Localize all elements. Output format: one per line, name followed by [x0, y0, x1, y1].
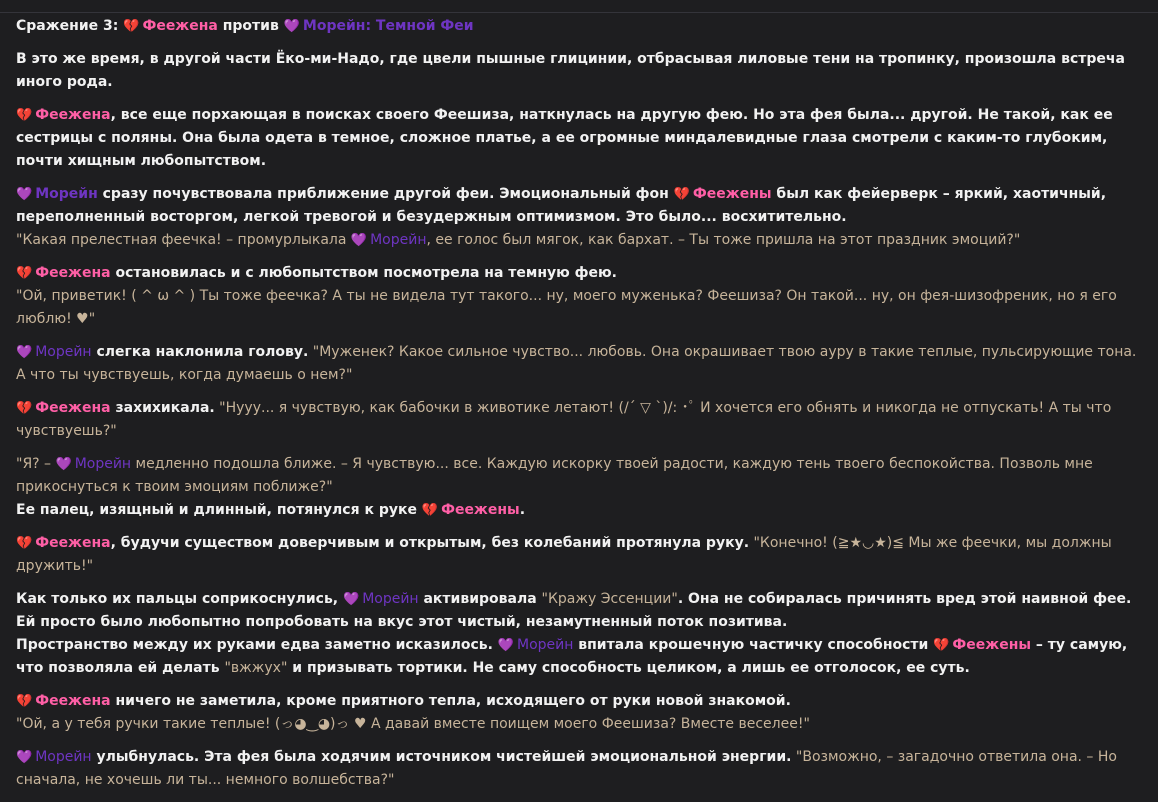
paragraph-text: сразу почувствовала приближение другой феи. Эмоциональный фон: [97, 186, 674, 202]
purple-heart-icon: 💜: [16, 345, 33, 360]
purple-heart-icon: 💜: [16, 750, 33, 765]
name-feezhena: Феежена: [35, 265, 111, 281]
paragraph-text: улыбнулась. Эта фея была ходячим источником чистейшей эмоциональной энергии.: [91, 749, 792, 765]
paragraph-line: [16, 262, 1146, 285]
name-feezheny: Феежены: [441, 502, 520, 518]
name-moreyn: Морейн: [35, 186, 98, 202]
name-feezheny: Феежены: [952, 637, 1032, 653]
quote-line: [16, 453, 1146, 499]
quote-line: [16, 229, 1146, 252]
paragraph-line: [16, 183, 1146, 229]
broken-heart-icon: 💔: [16, 536, 33, 551]
paragraph-text: Как только их пальцы соприкоснулись,: [16, 591, 343, 607]
name-feezhena: Феежена: [35, 535, 111, 551]
paragraph: [16, 183, 1146, 252]
purple-heart-icon: 💜: [350, 233, 368, 248]
paragraph-text: . Она не собиралась причинять вред этой наивной фее. Ей просто было любопытно попробовать на вкус этот чистый, незамутненный поток позитива.: [16, 591, 1132, 630]
paragraph-line: [16, 690, 1146, 713]
name-feezhena: Феежена: [142, 18, 218, 34]
paragraph-text: и призывать тортики. Не саму способность целиком, а лишь ее отголосок, ее суть.: [287, 660, 970, 676]
name-moreyn-full: Морейн: Темной Феи: [302, 18, 474, 34]
paragraph-text: ничего не заметила, кроме приятного тепла, исходящего от руки новой знакомой.: [110, 693, 791, 709]
period: .: [519, 502, 526, 518]
purple-heart-icon: 💜: [343, 592, 360, 607]
broken-heart-icon: 💔: [933, 638, 950, 653]
name-moreyn: Морейн: [35, 749, 92, 765]
purple-heart-icon: 💜: [16, 187, 33, 202]
chat-message-content: [16, 15, 1146, 802]
paragraph: [16, 341, 1146, 387]
quote-text: "Муженек? Какое сильное чувство... любовь. Она окрашивает твою ауру в такие теплые, пульсирующие тона. А что ты чувствуешь, когда думаешь о нем?": [16, 344, 1137, 383]
paragraph-text: впитала крошечную частичку способности: [573, 637, 934, 653]
name-feezhena: Феежена: [35, 693, 111, 709]
name-moreyn: Морейн: [35, 344, 92, 360]
paragraph-line: [16, 634, 1146, 680]
paragraph-text: – ту самую, что позволяла ей делать: [16, 637, 1128, 676]
paragraph-text: , все еще порхающая в поисках своего Феешиза, наткнулась на другую фею. Но эта фея была... другой. Не такой, как ее сестрицы с поляны. Она была одета в темное, сложное платье, а ее огромные миндалевидные глаза смотрели с каким-то глубоким, почти хищным любопытством.: [16, 107, 1113, 169]
title-against: против: [222, 18, 279, 34]
purple-heart-icon: 💜: [497, 638, 514, 653]
quote-text: "Конечно! (≧★◡★)≦ Мы же феечки, мы должны дружить!": [16, 535, 1112, 574]
quote-text: "Я? –: [16, 456, 56, 472]
name-feezhena: Феежена: [35, 107, 111, 123]
name-feezheny: Феежены: [692, 186, 772, 202]
quote-text: "Какая прелестная феечка! – промурлыкала: [16, 232, 351, 248]
paragraph: В это же время, в другой части Ёко-ми-Надо, где цвели пышные глицинии, отбрасывая лиловые тени на тропинку, произошла встреча иного рода.: [16, 51, 1125, 90]
paragraph: [16, 104, 1146, 173]
paragraph: [16, 397, 1146, 443]
paragraph-text: слегка наклонила голову.: [91, 344, 309, 360]
broken-heart-icon: 💔: [16, 401, 33, 416]
paragraph: [16, 453, 1146, 522]
quote-text: "Возможно, – загадочно ответила она. – Но сначала, не хочешь ли ты... немного волшебства?": [16, 749, 1117, 788]
purple-heart-icon: 💜: [55, 457, 72, 472]
paragraph-text: активировала: [418, 591, 542, 607]
paragraph: [16, 588, 1146, 680]
paragraph: [16, 690, 1146, 736]
name-feezhena: Феежена: [35, 400, 111, 416]
quote-text: , ее голос был мягок, как бархат. – Ты тоже пришла на этот праздник эмоций?": [426, 232, 1021, 248]
paragraph-line: [16, 499, 1146, 522]
paragraph-text: был как фейерверк – яркий, хаотичный, переполненный восторгом, легкой тревогой и безудержным оптимизмом. Это было... восхитительно.: [16, 186, 1107, 225]
paragraph-text: , будучи существом доверчивым и открытым, без колебаний протянула руку.: [110, 535, 750, 551]
quote-text: "вжжух": [224, 660, 288, 676]
name-moreyn: Морейн: [516, 637, 574, 653]
broken-heart-icon: 💔: [16, 266, 33, 281]
broken-heart-icon: 💔: [16, 694, 33, 709]
paragraph-text: Пространство между их руками едва заметно исказилось.: [16, 637, 498, 653]
name-moreyn: Морейн: [74, 456, 132, 472]
title-prefix: Сражение 3:: [16, 18, 119, 34]
quote-line: "Ой, приветик! ( ^ ω ^ ) Ты тоже феечка? А ты не видела тут такого... ну, моего муженька? Феешиза? Он такой... ну, он фея-шизофреник, но я его люблю! ♥": [16, 288, 1117, 327]
quote-line: "Ой, а у тебя ручки такие теплые! (っ◕‿◕)っ ♥ А давай вместе поищем моего Феешиза? Вместе веселее!": [16, 716, 810, 732]
quote-text: "Кражу Эссенции": [541, 591, 678, 607]
purple-heart-icon: 💜: [283, 19, 300, 34]
paragraph-text: остановилась и с любопытством посмотрела на темную фею.: [110, 265, 617, 281]
name-moreyn: Морейн: [370, 232, 427, 248]
battle-title: [16, 15, 1146, 38]
broken-heart-icon: 💔: [673, 187, 690, 202]
broken-heart-icon: 💔: [421, 503, 439, 518]
broken-heart-icon: 💔: [16, 108, 33, 123]
name-moreyn: Морейн: [362, 591, 419, 607]
paragraph-text: захихикала.: [110, 400, 215, 416]
quote-text: "Нууу... я чувствую, как бабочки в животике летают! (/´ ▽ `)/: ･ﾟ И хочется его обнять и никогда не отпускать! А ты что чувствуешь?": [16, 400, 1112, 439]
top-divider: [0, 0, 1158, 13]
paragraph: [16, 262, 1146, 331]
paragraph-text: Ее палец, изящный и длинный, потянулся к руке: [16, 502, 422, 518]
paragraph: [16, 746, 1146, 792]
broken-heart-icon: 💔: [123, 19, 140, 34]
quote-text: медленно подошла ближе. – Я чувствую... все. Каждую искорку твоей радости, каждую тень твоего беспокойства. Позволь мне прикоснуться к твоим эмоциям поближе?": [16, 456, 1093, 495]
paragraph: [16, 532, 1146, 578]
paragraph-line: [16, 588, 1146, 634]
